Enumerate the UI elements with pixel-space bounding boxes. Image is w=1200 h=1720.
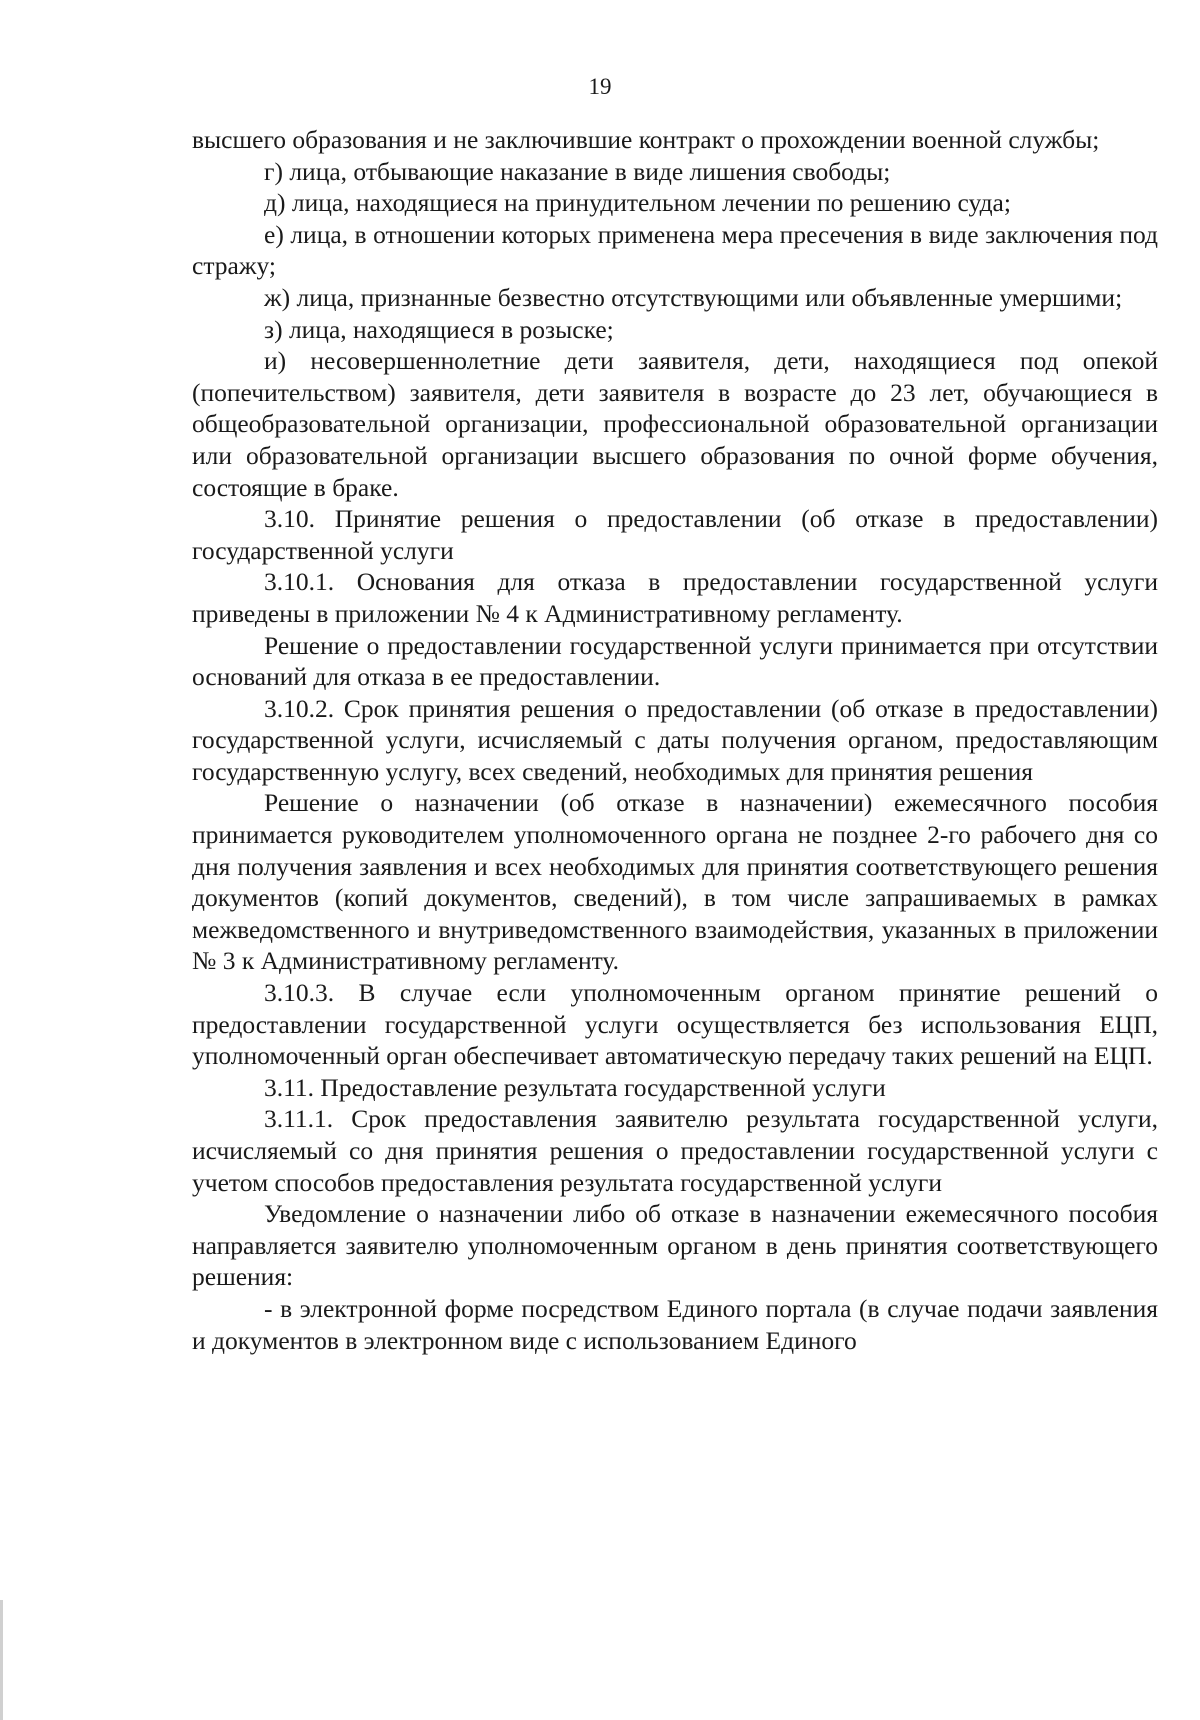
paragraph-2: г) лица, отбывающие наказание в виде лишения свободы; [264, 156, 891, 186]
paragraph-7: и) несовершеннолетние дети заявителя, дети, находящиеся под опекой (попечительством) заявителя, дети заявителя в возрасте до 23 лет, обучающиеся в общеобразовательной организации, профессиональной образовательной организации или образовательной организации высшего образования по очной форме обучения, состоящие в браке. [192, 346, 1158, 502]
paragraph-5: ж) лица, признанные безвестно отсутствующими или объявленные умершими; [264, 282, 1123, 312]
paragraph-10: Решение о предоставлении государственной услуги принимается при отсутствии оснований для отказа в ее предоставлении. [192, 630, 1158, 692]
paragraph-16: Уведомление о назначении либо об отказе в назначении ежемесячного пособия направляется заявителю уполномоченным органом в день принятия соответствующего решения: [192, 1199, 1158, 1292]
paragraph-1: высшего образования и не заключившие контракт о прохождении военной службы; [192, 125, 1100, 154]
paragraph-8: 3.10. Принятие решения о предоставлении (об отказе в предоставлении) государственной услуги [192, 504, 1158, 565]
paragraph-11: 3.10.2. Срок принятия решения о предоставлении (об отказе в предоставлении) государственной услуги, исчисляемый с даты получения органом, предоставляющим государственную услугу, всех сведений, необходимых для принятия решения [192, 693, 1158, 786]
document-body [192, 124, 1158, 1356]
paragraph-14: 3.11. Предоставление результата государственной услуги [264, 1072, 886, 1102]
paragraph-9: 3.10.1. Основания для отказа в предоставлении государственной услуги приведены в приложении № 4 к Административному регламенту. [192, 567, 1158, 628]
paragraph-13: 3.10.3. В случае если уполномоченным органом принятие решений о предоставлении государственной услуги осуществляется без использования ЕЦП, уполномоченный орган обеспечивает автоматическую передачу таких решений на ЕЦП. [192, 978, 1158, 1071]
paragraph-12: Решение о назначении (об отказе в назначении) ежемесячного пособия принимается руководителем уполномоченного органа не позднее 2-го рабочего дня со дня получения заявления и всех необходимых для принятия соответствующего решения документов (копий документов, сведений), в том числе запрашиваемых в рамках межведомственного и внутриведомственного взаимодействия, указанных в приложении № 3 к Административному регламенту. [192, 788, 1158, 976]
paragraph-4: е) лица, в отношении которых применена мера пресечения в виде заключения под стражу; [192, 219, 1158, 281]
paragraph-6: з) лица, находящиеся в розыске; [264, 314, 614, 344]
scan-edge-mark [0, 1600, 3, 1720]
paragraph-15: 3.11.1. Срок предоставления заявителю результата государственной услуги, исчисляемый со дня принятия решения о предоставлении государственной услуги с учетом способов предоставления результата государственной услуги [192, 1104, 1158, 1197]
page-number: 19 [588, 74, 612, 99]
paragraph-3: д) лица, находящиеся на принудительном лечении по решению суда; [264, 188, 1011, 218]
paragraph-17: - в электронной форме посредством Единого портала (в случае подачи заявления и документов в электронном виде с использованием Единого [192, 1293, 1158, 1355]
